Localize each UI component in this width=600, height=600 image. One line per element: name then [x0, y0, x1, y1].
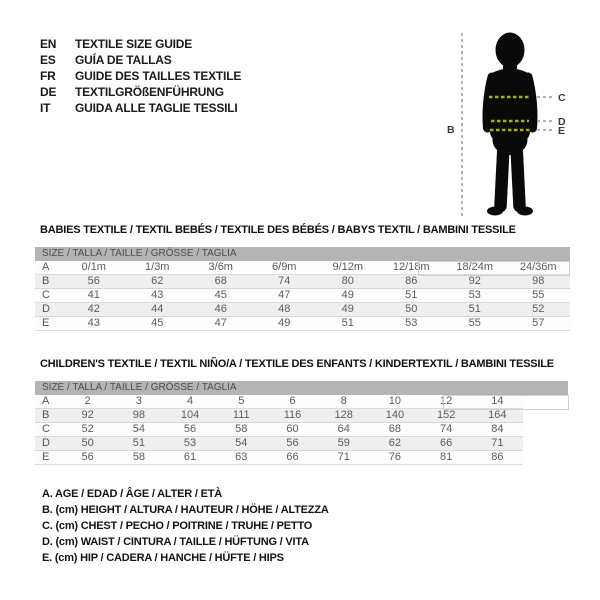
table-cell: 66 — [286, 451, 299, 463]
row-letter: C — [42, 423, 50, 435]
table-cell: 116 — [283, 409, 302, 421]
table-cell: 52 — [81, 423, 94, 435]
child-silhouette-figure — [445, 20, 575, 220]
language-row — [40, 68, 241, 84]
height-label: B — [447, 124, 455, 136]
chest-label: C — [558, 92, 566, 104]
table-cell: 14 — [491, 395, 504, 407]
measurement-figure — [445, 20, 575, 220]
table-cell: 50 — [81, 437, 94, 449]
table-cell: 68 — [214, 275, 227, 287]
table-cell: 48 — [278, 303, 291, 315]
child-silhouette — [486, 33, 534, 216]
table-cell: 76 — [388, 451, 402, 463]
table-row — [35, 289, 570, 303]
table-cell: 56 — [286, 437, 299, 449]
table-row — [35, 451, 523, 465]
table-cell: 9/12m — [332, 261, 364, 273]
table-cell: 24/36m — [519, 261, 557, 273]
table-cell: 54 — [132, 423, 145, 435]
language-code: IT — [40, 101, 51, 115]
language-title-list — [40, 36, 241, 116]
table-cell: 98 — [532, 275, 545, 287]
table-cell: 6 — [289, 395, 296, 407]
table-cell: 53 — [183, 437, 197, 449]
table-cell: 59 — [337, 437, 350, 449]
table-cell: 50 — [405, 303, 418, 315]
table-cell: 2 — [84, 395, 91, 407]
row-letter: A — [42, 395, 50, 407]
table-cell: 52 — [532, 303, 545, 315]
table-cell: 58 — [132, 451, 145, 463]
table-row — [35, 437, 523, 451]
row-letter: A — [42, 261, 50, 273]
legend-age: A. AGE / EDAD / ÂGE / ALTER / ETÀ — [42, 488, 223, 500]
table-cell: 56 — [81, 451, 94, 463]
table-cell: 60 — [286, 423, 299, 435]
table-cell: 51 — [341, 317, 354, 329]
language-title: GUÍA DE TALLAS — [75, 53, 172, 67]
table-cell: 63 — [235, 451, 248, 463]
table-cell: 111 — [232, 409, 250, 421]
table-cell: 47 — [278, 289, 291, 301]
table-cell: 68 — [388, 423, 402, 435]
table-cell: 43 — [87, 317, 100, 329]
table-cell: 62 — [388, 437, 402, 449]
waist-label: D — [558, 116, 566, 128]
table-cell: 71 — [491, 437, 504, 449]
table-cell: 47 — [214, 317, 227, 329]
table-cell: 42 — [87, 303, 100, 315]
table-cell: 80 — [341, 275, 354, 287]
table-cell: 53 — [468, 289, 481, 301]
table-row — [35, 317, 570, 331]
language-title: GUIDE DES TAILLES TEXTILE — [75, 69, 242, 83]
table-cell: 81 — [440, 451, 453, 463]
table-row — [35, 423, 523, 437]
language-title: TEXTILGRÖßENFÜHRUNG — [75, 85, 224, 99]
table-cell: 86 — [405, 275, 418, 287]
table-cell: 86 — [491, 451, 504, 463]
table-cell: 56 — [183, 423, 197, 435]
table-cell: 61 — [183, 451, 197, 463]
babies-highlight-box — [418, 261, 570, 276]
row-letter: E — [42, 317, 50, 329]
table-cell: 8 — [340, 395, 347, 407]
table-cell: 64 — [337, 423, 350, 435]
table-cell: 62 — [151, 275, 164, 287]
row-letter: B — [42, 409, 50, 421]
language-row — [40, 36, 241, 52]
table-cell: 53 — [405, 317, 418, 329]
table-cell: 49 — [278, 317, 291, 329]
table-cell: 49 — [341, 289, 354, 301]
legend-height: B. (cm) HEIGHT / ALTURA / HAUTEUR / HÖHE / ALTEZZA — [42, 504, 329, 516]
legend-waist: D. (cm) WAIST / CINTURA / TAILLE / HÜFTUNG / VITA — [42, 536, 309, 548]
table-cell: 74 — [278, 275, 291, 287]
table-row — [35, 275, 570, 289]
table-cell: 84 — [491, 423, 504, 435]
children-highlight-box — [443, 395, 569, 410]
table-cell: 74 — [440, 423, 453, 435]
table-cell: 0/1m — [81, 261, 106, 273]
table-cell: 55 — [468, 317, 481, 329]
table-cell: 57 — [532, 317, 545, 329]
language-row — [40, 100, 241, 116]
table-cell: 3 — [135, 395, 142, 407]
language-title: GUIDA ALLE TAGLIE TESSILI — [75, 101, 238, 115]
babies-section-title: BABIES TEXTILE / TEXTIL BEBÉS / TEXTILE DES BÉBÉS / BABYS TEXTIL / BAMBINI TESSILE — [40, 224, 516, 236]
table-row — [35, 303, 570, 317]
table-cell: 55 — [532, 289, 545, 301]
language-code: DE — [40, 85, 57, 99]
table-cell: 1/3m — [145, 261, 170, 273]
table-cell: 4 — [186, 395, 194, 407]
row-letter: B — [42, 275, 50, 287]
table-cell: 58 — [235, 423, 248, 435]
table-cell: 51 — [468, 303, 481, 315]
table-cell: 140 — [385, 409, 405, 421]
table-row — [35, 409, 523, 423]
table-cell: 49 — [341, 303, 354, 315]
table-cell: 71 — [337, 451, 350, 463]
row-letter: D — [42, 303, 50, 315]
table-cell: 41 — [87, 289, 100, 301]
table-cell: 152 — [436, 409, 456, 421]
table-cell: 54 — [235, 437, 248, 449]
table-cell: 66 — [440, 437, 453, 449]
language-code: FR — [40, 69, 56, 83]
legend-chest: C. (cm) CHEST / PECHO / POITRINE / TRUHE / PETTO — [42, 520, 313, 532]
table-cell: 10 — [388, 395, 402, 407]
measurement-legend — [42, 486, 329, 566]
language-title: TEXTILE SIZE GUIDE — [75, 37, 193, 51]
children-size-header: SIZE / TALLA / TAILLE / GRÖSSE / TAGLIA — [35, 381, 568, 395]
table-cell: 6/9m — [272, 261, 297, 273]
table-cell: 92 — [81, 409, 94, 421]
babies-size-header: SIZE / TALLA / TAILLE / GRÖSSE / TAGLIA — [35, 247, 570, 261]
table-cell: 98 — [132, 409, 145, 421]
table-cell: 51 — [132, 437, 145, 449]
legend-hip: E. (cm) HIP / CADERA / HANCHE / HÜFTE / HIPS — [42, 552, 284, 564]
table-cell: 56 — [87, 275, 100, 287]
language-code: ES — [40, 53, 56, 67]
table-cell: 44 — [151, 303, 164, 315]
row-letter: D — [42, 437, 50, 449]
table-cell: 3/6m — [208, 261, 233, 273]
language-row — [40, 84, 241, 100]
table-cell: 51 — [405, 289, 418, 301]
table-cell: 46 — [214, 303, 227, 315]
table-cell: 5 — [238, 395, 245, 407]
table-cell: 128 — [334, 409, 353, 421]
table-cell: 104 — [180, 409, 200, 421]
row-letter: E — [42, 451, 50, 463]
table-cell: 45 — [151, 317, 164, 329]
language-row — [40, 52, 241, 68]
table-cell: 12/18m — [392, 261, 430, 273]
language-code: EN — [40, 37, 57, 51]
hip-label: E — [558, 125, 566, 137]
row-letter: C — [42, 289, 50, 301]
table-cell: 18/24m — [456, 261, 494, 273]
table-cell: 43 — [151, 289, 164, 301]
table-cell: 45 — [214, 289, 227, 301]
table-cell: 164 — [488, 409, 507, 421]
table-cell: 12 — [440, 395, 453, 407]
children-section-title: CHILDREN'S TEXTILE / TEXTIL NIÑO/A / TEXTILE DES ENFANTS / KINDERTEXTIL / BAMBINI TESSILE — [40, 358, 554, 370]
table-cell: 92 — [468, 275, 481, 287]
